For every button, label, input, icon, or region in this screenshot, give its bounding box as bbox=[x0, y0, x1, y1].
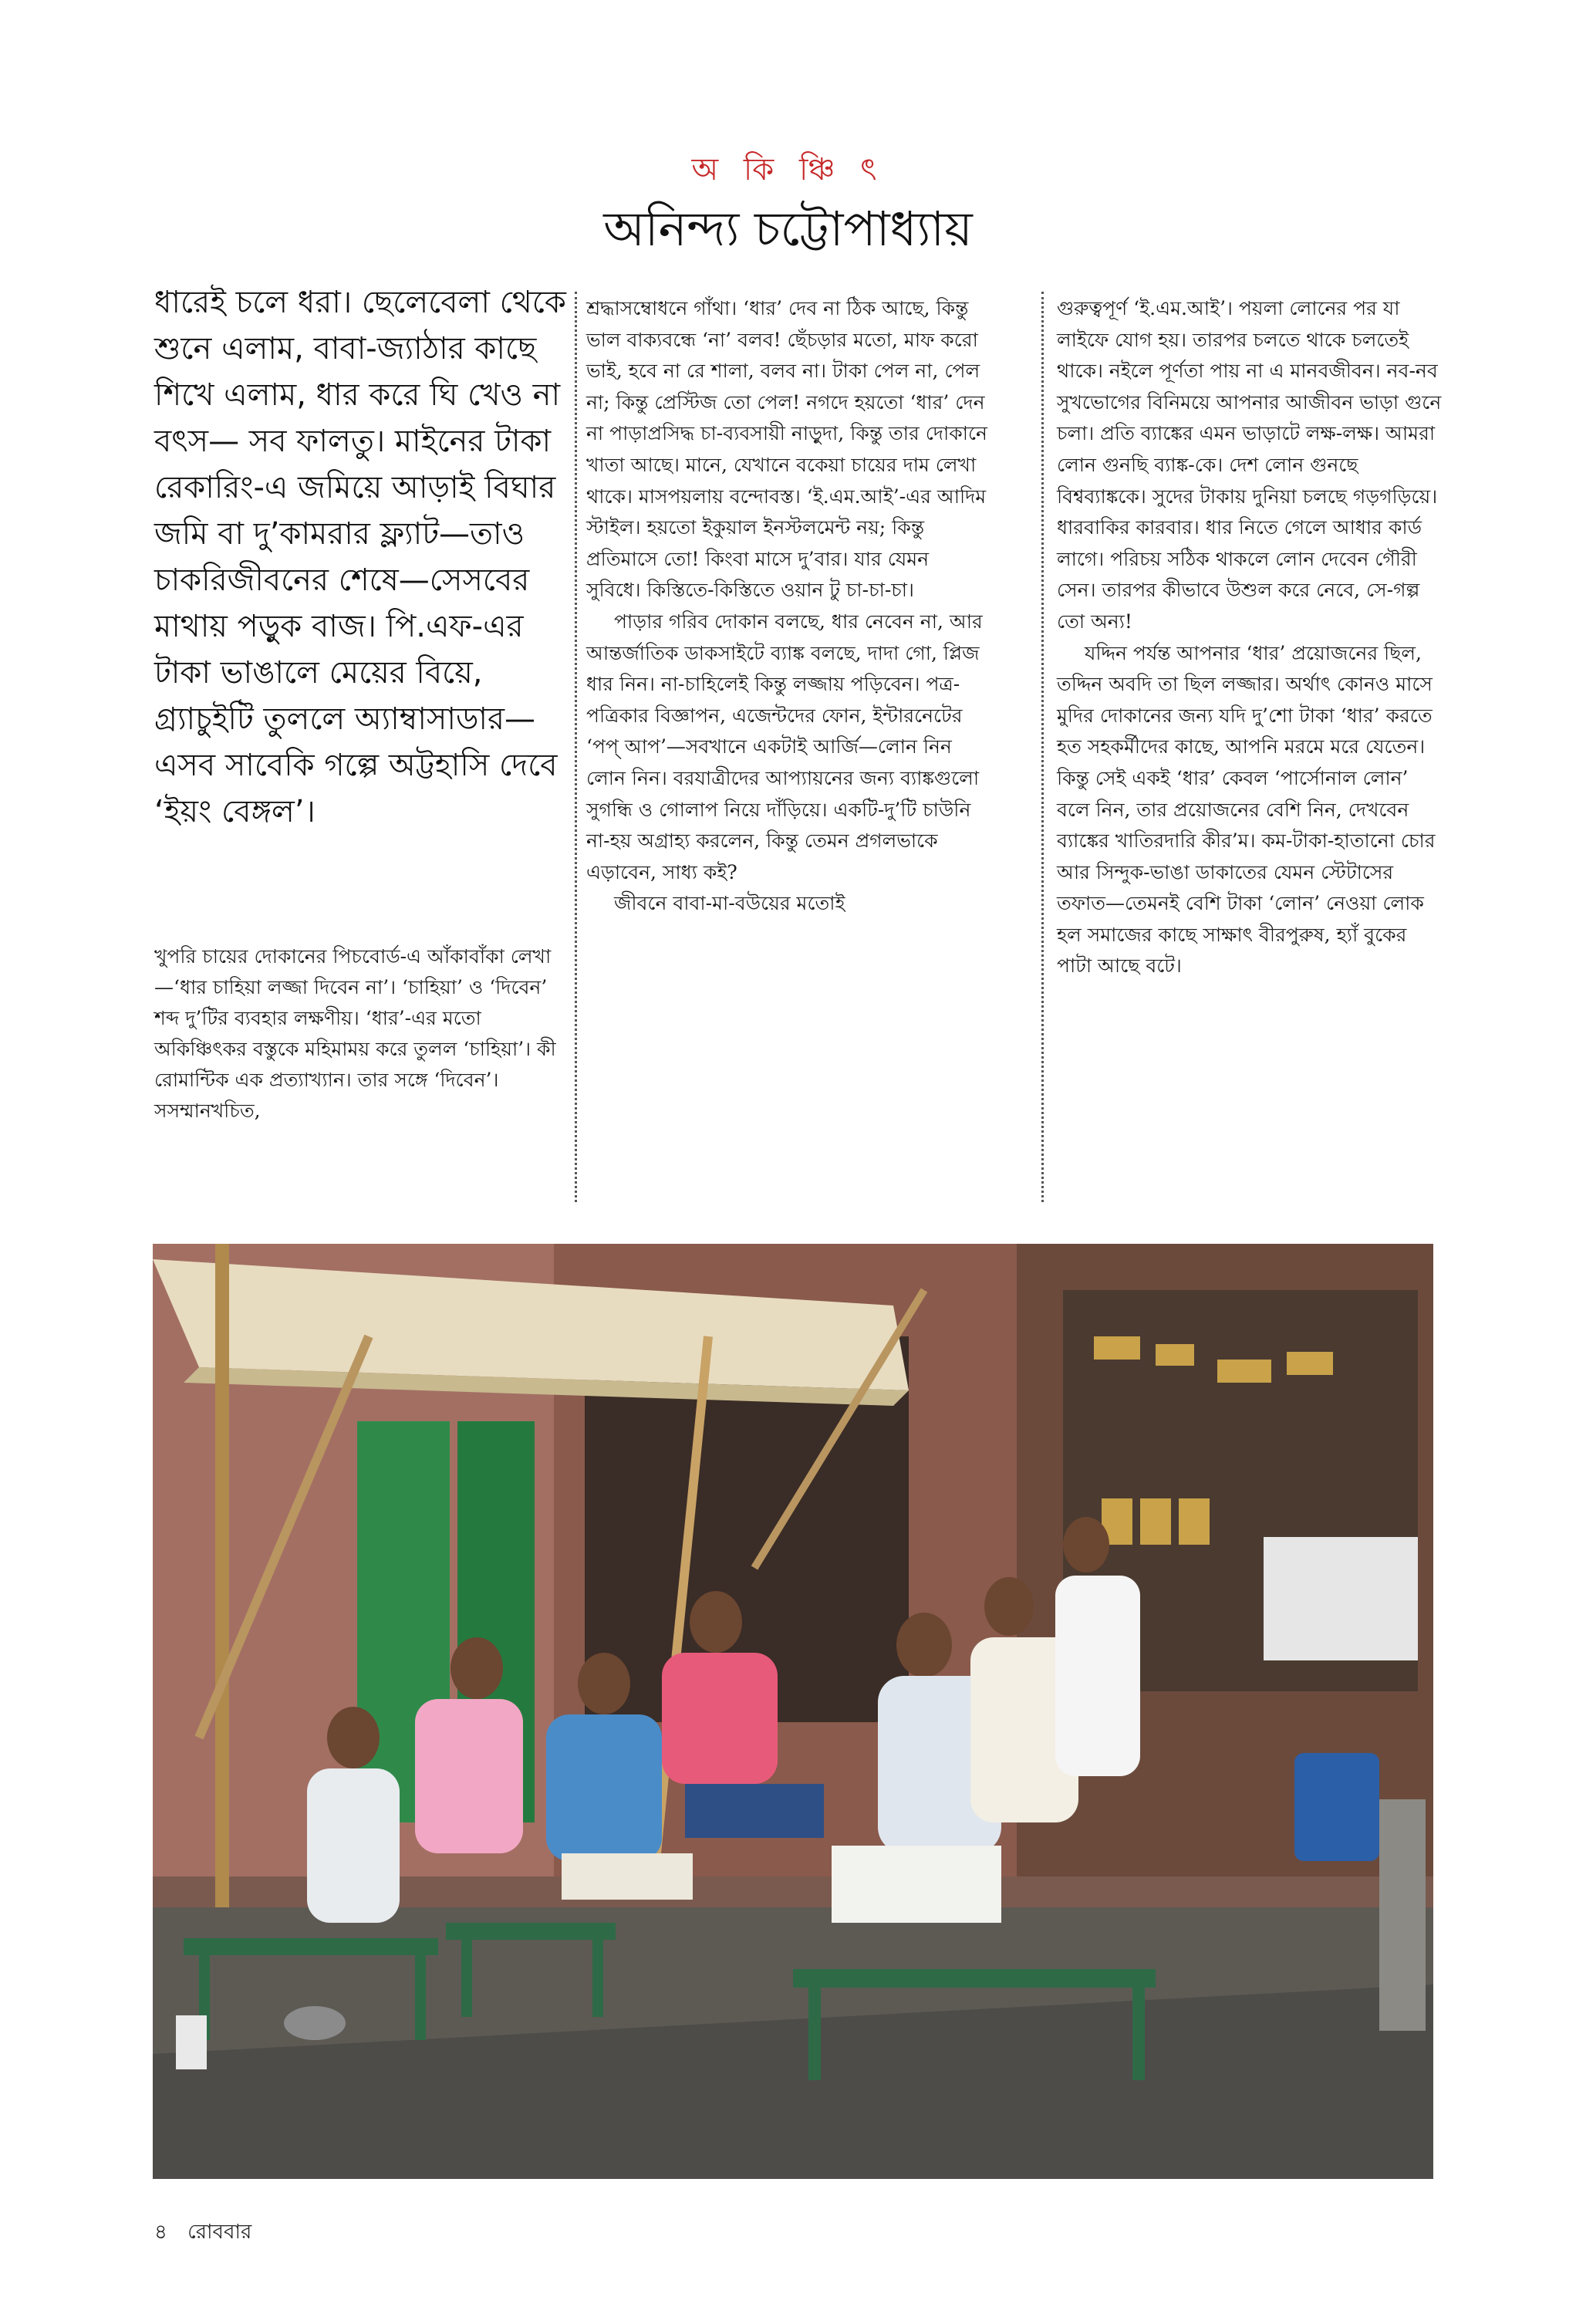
lead-text: ধারেই চলে ধরা। ছেলেবেলা থেকে শুনে এলাম, বাবা-জ্যাঠার কাছে শিখে এলাম, ধার করে ঘি খেও না বৎস— সব ফালতু। মাইনের টাকা রেকারিং-এ জমিয়ে আড়াই বিঘার জমি বা দু’কামরার ফ্ল্যাট—তাও চাকরিজীবনের শেষে—সেসবের মাথায় পড়ুক বাজ। পি.এফ-এর টাকা ভাঙালে মেয়ের বিয়ে, গ্র্যাচুইটি তুললে অ্যাম্বাসাডার—এসব সাবেকি গল্পে অট্টহাসি দেবে ‘ইয়ং বেঙ্গল’। bbox=[154, 285, 566, 829]
column-divider-2 bbox=[1041, 292, 1044, 1202]
street-tea-stall-photo bbox=[153, 1244, 1433, 2179]
photo-illustration bbox=[153, 1244, 1433, 2179]
magazine-name: রোববার bbox=[187, 2221, 252, 2244]
column-2-paragraph: পাড়ার গরিব দোকান বলছে, ধার নেবেন না, আর আন্তর্জাতিক ডাকসাইটে ব্যাঙ্ক বলছে, দাদা গো, প্লিজ ধার নিন। না-চাহিলেই কিন্তু লজ্জায় পড়িবেন। পত্র-পত্রিকার বিজ্ঞাপন, এজেন্টদের ফোন, ইন্টারনেটের ‘পপ্‌ আপ’—সবখানে একটাই আর্জি—লোন নিন লোন নিন। বরযাত্রীদের আপ্যায়নের জন্য ব্যাঙ্কগুলো সুগন্ধি ও গোলাপ নিয়ে দাঁড়িয়ে। একটি-দু’টি চাউনি না-হয় অগ্রাহ্য করলেন, কিন্তু তেমন প্রগলভাকে এড়াবেন, সাধ্য কই? bbox=[586, 610, 983, 883]
column-2-paragraph: জীবনে বাবা-মা-বউয়ের মতোই bbox=[614, 892, 845, 915]
column-1-body: খুপরি চায়ের দোকানের পিচবোর্ড-এ আঁকাবাঁকা লেখা—‘ধার চাহিয়া লজ্জা দিবেন না’। ‘চাহিয়া’ ও ‘দিবেন’ শব্দ দু’টির ব্যবহার লক্ষণীয়। ‘ধার’-এর মতো অকিঞ্চিৎকর বস্তুকে মহিমাময় করে তুলল ‘চাহিয়া’। কী রোমান্টিক এক প্রত্যাখ্যান। তার সঙ্গে ‘দিবেন’। সসম্মানখচিত, bbox=[154, 945, 556, 1122]
lead-paragraph bbox=[154, 279, 571, 835]
column-3-paragraph: যদ্দিন পর্যন্ত আপনার ‘ধার’ প্রয়োজনের ছিল, তদ্দিন অবদি তা ছিল লজ্জার। অর্থাৎ কোনও মাসে মুদির দোকানের জন্য যদি দু’শো টাকা ‘ধার’ করতে হত সহকর্মীদের কাছে, আপনি মরমে মরে যেতেন। কিন্তু সেই একই ‘ধার’ কেবল ‘পার্সোনাল লোন’ বলে নিন, তার প্রয়োজনের বেশি নিন, দেখবেন ব্যাঙ্কের খাতিরদারি কীর’ম। কম-টাকা-হাতানো চোর আর সিন্দুক-ভাঙা ডাকাতের যেমন স্টেটাসের তফাত—তেমনই বেশি টাকা ‘লোন’ নেওয়া লোক হল সমাজের কাছে সাক্ষাৎ বীরপুরুষ, হ্যাঁ বুকের পাটা আছে বটে। bbox=[1057, 641, 1436, 978]
series-title: অ কি ঞ্চি ৎ bbox=[691, 152, 885, 187]
page-number: ৪ bbox=[154, 2221, 167, 2244]
author-name: অনিন্দ্য চট্টোপাধ্যায় bbox=[603, 201, 973, 257]
page-footer bbox=[154, 2216, 265, 2250]
column-2 bbox=[586, 293, 987, 920]
column-3 bbox=[1057, 293, 1443, 982]
column-2-paragraph: শ্রদ্ধাসম্বোধনে গাঁথা। ‘ধার’ দেব না ঠিক আছে, কিন্তু ভাল বাক্যবন্ধে ‘না’ বলব! ছেঁচড়ার মতো, মাফ করো ভাই, হবে না রে শালা, বলব না। টাকা পেল না, পেল না; কিন্তু প্রেস্টিজ তো পেল! নগদে হয়তো ‘ধার’ দেন না পাড়াপ্রসিদ্ধ চা-ব্যবসায়ী নাড়ুদা, কিন্তু তার দোকানে খাতা আছে। মানে, যেখানে বকেয়া চায়ের দাম লেখা থাকে। মাসপয়লায় বন্দোবস্ত। ‘ই.এম.আই’-এর আদিম স্টাইল। হয়তো ইকুয়াল ইনস্টলমেন্ট নয়; কিন্তু প্রতিমাসে তো! কিংবা মাসে দু’বার। যার যেমন সুবিধে। কিস্তিতে-কিস্তিতে ওয়ান টু চা-চা-চা। bbox=[586, 297, 987, 602]
column-3-paragraph: গুরুত্বপূর্ণ ‘ই.এম.আই’। পয়লা লোনের পর যা লাইফে যোগ হয়। তারপর চলতে থাকে চলতেই থাকে। নইলে পূর্ণতা পায় না এ মানবজীবন। নব-নব সুখভোগের বিনিময়ে আপনার আজীবন ভাড়া গুনে চলা। প্রতি ব্যাঙ্কের এমন ভাড়াটে লক্ষ-লক্ষ। আমরা লোন গুনছি ব্যাঙ্ক-কে। দেশ লোন গুনছে বিশ্বব্যাঙ্ককে। সুদের টাকায় দুনিয়া চলছে গড়গড়িয়ে। ধারবাকির কারবার। ধার নিতে গেলে আধার কার্ড লাগে। পরিচয় সঠিক থাকলে লোন দেবেন গৌরী সেন। তারপর কীভাবে উশুল করে নেবে, সে-গল্প তো অন্য! bbox=[1057, 297, 1442, 633]
column-divider-1 bbox=[575, 292, 577, 1202]
